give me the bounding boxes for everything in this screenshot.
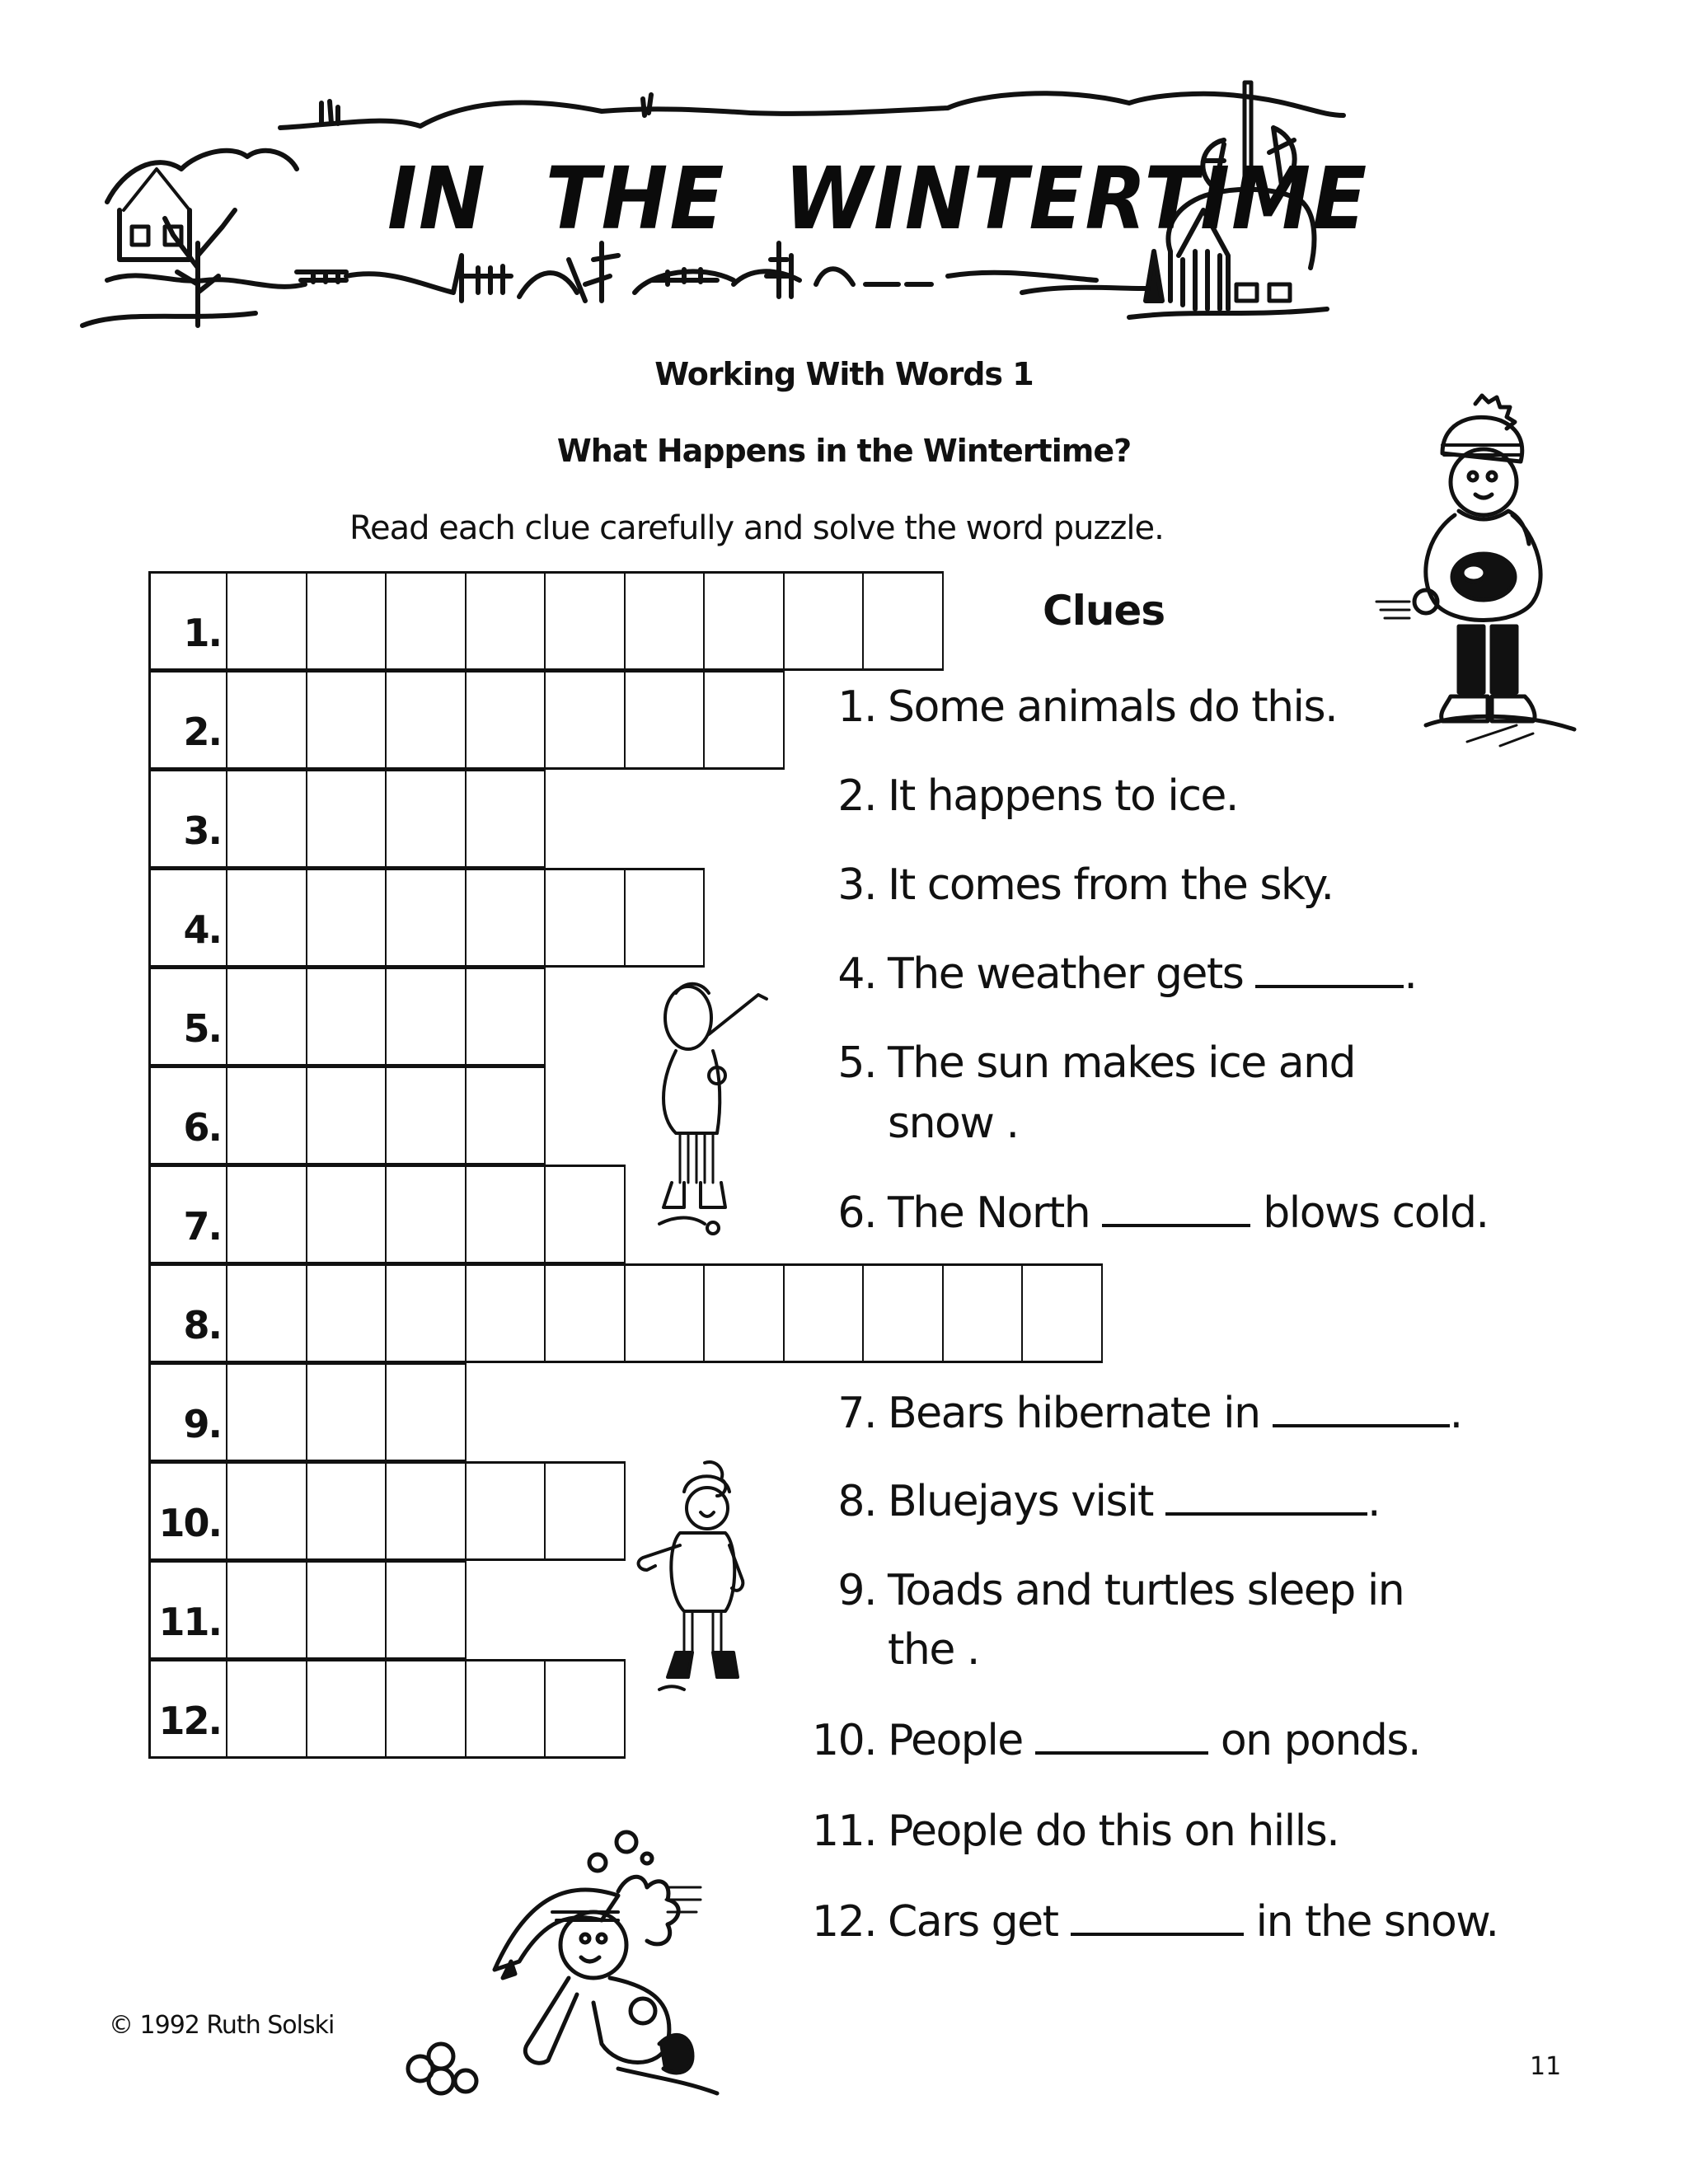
letter-box[interactable] [465,670,546,770]
letter-box[interactable] [306,1362,387,1462]
letter-box[interactable] [385,1362,467,1462]
letter-box[interactable] [465,1165,546,1264]
letter-box[interactable] [544,868,626,968]
letter-box[interactable] [465,967,546,1066]
answer-blank [1102,1191,1250,1227]
letter-box[interactable] [465,1263,546,1363]
letter-box[interactable] [783,571,865,671]
letter-box[interactable] [306,1165,387,1264]
puzzle-row-6 [148,1066,544,1165]
letter-box[interactable] [783,1263,865,1363]
puzzle-row-2 [148,670,783,770]
letter-box[interactable] [385,1066,467,1165]
row-number-label: 11. [148,1560,227,1660]
letter-box[interactable] [306,1263,387,1363]
row-number-label: 4. [148,868,227,968]
letter-box[interactable] [385,868,467,968]
letter-box[interactable] [226,1165,307,1264]
clue-11 [812,1807,1339,1856]
letter-box[interactable] [385,769,467,869]
letter-box[interactable] [624,1263,706,1363]
letter-box[interactable] [306,868,387,968]
letter-box[interactable] [385,1560,467,1660]
clue-text: Bears hibernate in [888,1389,1260,1438]
letter-box[interactable] [1021,1263,1103,1363]
letter-box[interactable] [544,1461,626,1561]
row-number-label: 7. [148,1165,227,1264]
child-hit-by-snowball-icon [635,1455,799,1702]
letter-box[interactable] [624,670,706,770]
letter-box[interactable] [385,967,467,1066]
child-throwing-snowball-icon [643,977,783,1240]
clue-text: The weather gets [888,949,1244,999]
letter-box[interactable] [306,1659,387,1759]
clue-5-continued: snow . [888,1099,1019,1148]
letter-box[interactable] [306,1066,387,1165]
puzzle-row-7 [148,1165,624,1264]
letter-box[interactable] [226,1461,307,1561]
letter-box[interactable] [226,1560,307,1660]
letter-box[interactable] [465,868,546,968]
clues-heading: Clues [1043,587,1165,635]
letter-box[interactable] [306,571,387,671]
clue-number: 9. [837,1566,876,1615]
clue-6: 6. The North blows cold. [812,1188,1489,1238]
letter-box[interactable] [465,1066,546,1165]
puzzle-row-8 [148,1263,1101,1363]
answer-blank [1071,1900,1244,1936]
letter-box[interactable] [226,1066,307,1165]
clue-text: Toads and turtles sleep in [888,1566,1404,1615]
letter-box[interactable] [226,967,307,1066]
letter-box[interactable] [703,670,785,770]
letter-box[interactable] [226,1263,307,1363]
row-number-label: 12. [148,1659,227,1759]
letter-box[interactable] [385,1263,467,1363]
worksheet-subtitle: What Happens in the Wintertime? [556,433,1132,469]
clue-number: 2. [837,771,876,821]
clue-number: 12. [812,1897,877,1947]
clue-number: 8. [837,1477,876,1526]
clue-number: 1. [837,682,876,732]
clue-3 [812,860,1334,910]
letter-box[interactable] [385,1461,467,1561]
letter-box[interactable] [544,670,626,770]
clue-9 [812,1566,1404,1615]
clue-text: It happens to ice. [888,771,1238,821]
letter-box[interactable] [544,1165,626,1264]
letter-box[interactable] [465,571,546,671]
letter-box[interactable] [465,1659,546,1759]
clue-text: Cars get [888,1897,1058,1947]
letter-box[interactable] [226,670,307,770]
puzzle-row-11 [148,1560,465,1660]
row-number-label: 3. [148,769,227,869]
letter-box[interactable] [306,670,387,770]
clue-4: 4. The weather gets . [812,949,1416,999]
answer-blank [1035,1718,1208,1755]
answer-blank [1165,1479,1367,1516]
letter-box[interactable] [862,571,944,671]
letter-box[interactable] [306,967,387,1066]
puzzle-row-5 [148,967,544,1066]
clue-text: The sun makes ice and [888,1038,1356,1088]
letter-box[interactable] [942,1263,1024,1363]
puzzle-row-9 [148,1362,465,1462]
clue-number: 5. [837,1038,876,1088]
letter-box[interactable] [624,868,706,968]
child-kneeling-with-snowballs-icon [404,1797,816,2093]
letter-box[interactable] [703,1263,785,1363]
row-number-label: 6. [148,1066,227,1165]
clue-text: It comes from the sky. [888,860,1334,910]
puzzle-row-1 [148,571,942,671]
puzzle-row-10 [148,1461,624,1561]
page-number: 11 [1530,2052,1562,2081]
clue-text: Some animals do this. [888,682,1338,732]
clue-9-continued: the . [888,1625,979,1675]
answer-blank [1255,952,1404,988]
clue-number: 11. [812,1807,877,1856]
clue-text: The North [888,1188,1090,1238]
clue-10: 10. People on ponds. [812,1716,1421,1765]
puzzle-row-12 [148,1659,624,1759]
clue-number: 10. [812,1716,877,1765]
letter-box[interactable] [226,868,307,968]
clue-1 [812,682,1337,732]
answer-blank [1273,1391,1450,1427]
clue-5 [812,1038,1355,1088]
clue-text: People [888,1716,1023,1765]
letter-box[interactable] [306,769,387,869]
letter-box[interactable] [226,769,307,869]
page-title: IN THE WINTERTIME [387,148,1369,249]
letter-box[interactable] [226,1659,307,1759]
letter-box[interactable] [862,1263,944,1363]
letter-box[interactable] [703,571,785,671]
row-number-label: 10. [148,1461,227,1561]
row-number-label: 8. [148,1263,227,1363]
row-number-label: 9. [148,1362,227,1462]
clue-number: 7. [837,1389,876,1438]
clue-8: 8. Bluejays visit . [812,1477,1380,1526]
clue-number: 4. [837,949,876,999]
row-number-label: 1. [148,571,227,671]
letter-box[interactable] [385,670,467,770]
clue-number: 6. [837,1188,876,1238]
letter-box[interactable] [226,1362,307,1462]
letter-box[interactable] [385,571,467,671]
clue-7: 7. Bears hibernate in . [812,1389,1462,1438]
copyright-notice: © 1992 Ruth Solski [109,2011,335,2040]
letter-box[interactable] [465,769,546,869]
puzzle-row-3 [148,769,544,869]
letter-box[interactable] [544,1263,626,1363]
clue-number: 3. [837,860,876,910]
row-number-label: 5. [148,967,227,1066]
letter-box[interactable] [385,1165,467,1264]
row-number-label: 2. [148,670,227,770]
series-heading: Working With Words 1 [654,356,1034,392]
letter-box[interactable] [226,571,307,671]
puzzle-row-4 [148,868,703,968]
letter-box[interactable] [306,1560,387,1660]
letter-box[interactable] [385,1659,467,1759]
letter-box[interactable] [624,571,706,671]
letter-box[interactable] [544,1659,626,1759]
letter-box[interactable] [306,1461,387,1561]
letter-box[interactable] [465,1461,546,1561]
clue-text: People do this on hills. [888,1807,1339,1856]
clue-12: 12. Cars get in the snow. [812,1897,1498,1947]
letter-box[interactable] [544,571,626,671]
instructions-text: Read each clue carefully and solve the word puzzle. [349,509,1164,547]
child-holding-snowball-icon [1360,379,1632,742]
clue-2 [812,771,1238,821]
clue-text: Bluejays visit [888,1477,1153,1526]
